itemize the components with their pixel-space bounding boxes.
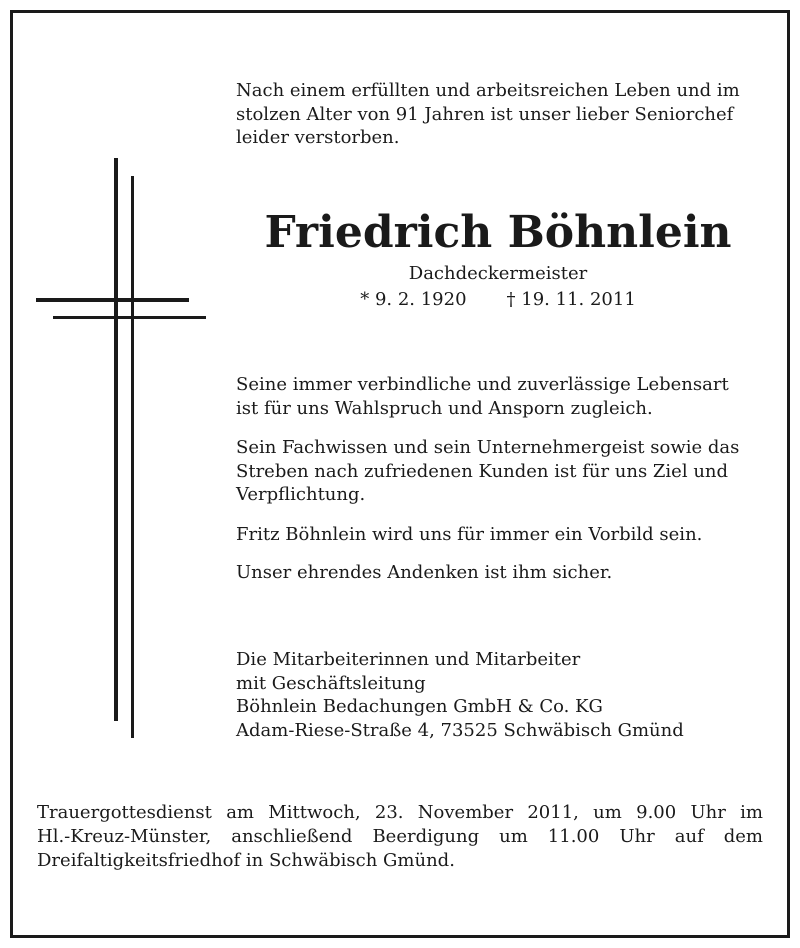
paragraph-line: Fritz Böhnlein wird uns für immer ein Vorbild sein. <box>236 524 703 545</box>
paragraph-line: Verpflichtung. <box>236 484 366 505</box>
intro-line: leider verstorben. <box>236 127 400 148</box>
paragraph-line: Seine immer verbindliche und zuverlässige Lebensart <box>236 374 729 395</box>
signature-block <box>236 648 684 742</box>
funeral-line: Dreifaltigkeitsfriedhof in Schwäbisch Gmünd. <box>37 850 455 871</box>
birth-date: * 9. 2. 1920 <box>360 289 467 310</box>
funeral-line: Hl.-Kreuz-Münster, anschließend Beerdigung um 11.00 Uhr auf dem <box>37 826 763 847</box>
intro-line: Nach einem erfüllten und arbeitsreichen Leben und im <box>236 80 740 101</box>
paragraph-fachwissen <box>236 436 739 507</box>
paragraph-line: ist für uns Wahlspruch und Ansporn zugleich. <box>236 397 653 419</box>
signature-line: Adam-Riese-Straße 4, 73525 Schwäbisch Gmünd <box>236 719 684 741</box>
paragraph-vorbild <box>236 523 702 547</box>
signature-line: Böhnlein Bedachungen GmbH & Co. KG <box>236 696 603 717</box>
paragraph-line: Unser ehrendes Andenken ist ihm sicher. <box>236 562 613 583</box>
paragraph-lebensart <box>236 373 729 420</box>
paragraph-line: Sein Fachwissen und sein Unternehmergeist sowie das <box>236 437 740 458</box>
profession: Dachdeckermeister <box>408 263 588 284</box>
signature-line: Die Mitarbeiterinnen und Mitarbeiter <box>236 649 581 670</box>
paragraph-line: Streben nach zufriedenen Kunden ist für uns Ziel und <box>236 460 729 482</box>
paragraph-andenken <box>236 561 612 585</box>
intro-line: stolzen Alter von 91 Jahren ist unser lieber Seniorchef <box>236 103 734 125</box>
intro-text <box>236 79 740 150</box>
funeral-line: Trauergottesdienst am Mittwoch, 23. November 2011, um 9.00 Uhr im <box>37 802 763 823</box>
deceased-name: Friedrich Böhnlein <box>264 207 732 258</box>
death-date: † 19. 11. 2011 <box>506 289 636 310</box>
life-dates <box>0 288 800 311</box>
signature-line: mit Geschäftsleitung <box>236 672 426 694</box>
funeral-info <box>37 801 763 873</box>
